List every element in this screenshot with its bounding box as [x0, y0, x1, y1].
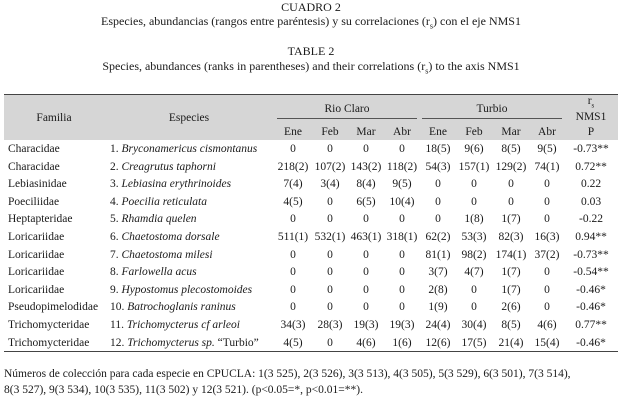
- turbio-value: 1(8): [464, 213, 484, 226]
- header-month-rc-feb: Feb: [321, 125, 339, 138]
- turbio-value: 24(4): [425, 319, 451, 332]
- turbio-value: 9(6): [464, 143, 484, 156]
- turbio-value: 0: [435, 195, 441, 208]
- species-cell: [104, 158, 274, 176]
- species-number: 4.: [110, 195, 119, 208]
- rio-claro-value: 511(1): [277, 231, 309, 244]
- header-familia: Familia: [4, 95, 104, 141]
- species-cell: [104, 193, 274, 211]
- familia-cell: Heptapteridae: [8, 213, 73, 226]
- rio-claro-value: 0: [399, 283, 405, 296]
- turbio-value: 18(5): [425, 143, 451, 156]
- header-month-tu-mar: Mar: [501, 125, 521, 138]
- header-rio-claro-label: Rio Claro: [277, 100, 417, 119]
- turbio-value: 62(2): [425, 231, 451, 244]
- rio-claro-value: 4(6): [348, 334, 384, 352]
- caption-en-title-a: Species, abundances (ranks in parentheses) and their correlations (r: [102, 59, 426, 73]
- table-row: [4, 158, 618, 176]
- p-value: 0.72**: [575, 160, 607, 173]
- table-row: [4, 193, 618, 211]
- turbio-value: 0: [544, 283, 550, 296]
- header-month-rc-mar: Mar: [356, 125, 376, 138]
- familia-cell: Loricariidae: [8, 283, 65, 296]
- rio-claro-value: 19(3): [389, 319, 415, 332]
- table-row: [4, 281, 618, 299]
- turbio-value: 2(6): [501, 301, 521, 314]
- rio-claro-value: 0: [363, 283, 369, 296]
- species-name: Farlowella acus: [121, 266, 197, 279]
- species-number: 6.: [110, 231, 119, 244]
- rio-claro-value: 107(2): [314, 160, 346, 173]
- rio-claro-value: 19(3): [353, 319, 379, 332]
- header-month-rc-ene: Ene: [284, 125, 302, 138]
- header-rs-nms1: [564, 95, 618, 124]
- turbio-value: 174(1): [495, 248, 527, 261]
- table-row: [4, 334, 618, 352]
- species-cell: [104, 334, 274, 352]
- turbio-value: 1(7): [501, 266, 521, 279]
- rio-claro-value: 8(4): [356, 178, 376, 191]
- caption-es-sub: s: [429, 21, 433, 31]
- familia-cell: Loricariidae: [8, 231, 65, 244]
- rio-claro-value: 4(5): [274, 334, 312, 352]
- rio-claro-value: 318(1): [386, 231, 418, 244]
- rio-claro-value: 0: [399, 266, 405, 279]
- header-month-rc-abr: Abr: [393, 125, 411, 138]
- turbio-value: 0: [471, 283, 477, 296]
- p-value: 0.77**: [575, 319, 607, 332]
- familia-cell: Lebiasinidae: [8, 178, 67, 191]
- header-rs-sub: s: [591, 101, 595, 110]
- turbio-value: 2(8): [428, 283, 448, 296]
- header-month-tu-abr: Abr: [538, 125, 556, 138]
- species-number: 8.: [110, 266, 119, 279]
- species-number: 2.: [110, 160, 119, 173]
- p-value: -0.46*: [576, 283, 606, 296]
- table-row: [4, 246, 618, 264]
- p-value: -0.73**: [573, 248, 609, 261]
- species-number: 1.: [110, 143, 119, 156]
- rio-claro-value: 0: [327, 195, 333, 208]
- table-row: [4, 140, 618, 158]
- turbio-value: 1(7): [501, 283, 521, 296]
- rio-claro-value: 34(3): [280, 319, 306, 332]
- turbio-value: 74(1): [534, 160, 560, 173]
- species-name: Hypostomus plecostomoides: [121, 283, 253, 296]
- familia-cell: Pseudopimelodidae: [8, 301, 99, 314]
- turbio-value: 16(3): [534, 231, 560, 244]
- rio-claro-value: 0: [327, 248, 333, 261]
- turbio-value: 0: [544, 213, 550, 226]
- turbio-value: 8(5): [501, 143, 521, 156]
- turbio-value: 21(4): [492, 334, 530, 352]
- header-especies: Especies: [104, 95, 274, 141]
- turbio-value: 0: [508, 178, 514, 191]
- caption-es-title-a: Especies, abundancias (rangos entre paréntesis) y su correlaciones (r: [101, 14, 430, 28]
- rio-claro-value: 0: [399, 143, 405, 156]
- turbio-value: 30(4): [461, 319, 487, 332]
- table-row: [4, 228, 618, 246]
- p-value: -0.22: [579, 213, 603, 226]
- species-name: Trichomycterus sp.: [127, 336, 215, 349]
- species-number: 12.: [110, 336, 125, 349]
- footnote-line-2: 8(3 527), 9(3 534), 10(3 535), 11(3 502) y 12(3 521). (p<0.05=*, p<0.01=**).: [4, 384, 363, 396]
- caption-en-label: TABLE 2: [287, 44, 335, 58]
- turbio-value: 1(7): [501, 213, 521, 226]
- turbio-value: 17(5): [456, 334, 492, 352]
- turbio-value: 0: [435, 178, 441, 191]
- familia-cell: Loricariidae: [8, 266, 65, 279]
- rio-claro-value: 0: [290, 248, 296, 261]
- header-rio-claro: [274, 95, 420, 124]
- turbio-value: 0: [435, 213, 441, 226]
- turbio-value: 53(3): [461, 231, 487, 244]
- rio-claro-value: 1(6): [384, 334, 420, 352]
- rio-claro-value: 143(2): [350, 160, 382, 173]
- header-p: P: [587, 125, 595, 138]
- table-row: [4, 211, 618, 229]
- turbio-value: 0: [544, 301, 550, 314]
- header-turbio-label: Turbio: [422, 100, 562, 119]
- rio-claro-value: 0: [327, 301, 333, 314]
- familia-cell: Loricariidae: [8, 248, 65, 261]
- turbio-value: 81(1): [425, 248, 451, 261]
- species-number: 10.: [110, 301, 125, 314]
- table-row: [4, 299, 618, 317]
- familia-cell: Trichomycteridae: [8, 319, 90, 332]
- turbio-value: 4(7): [464, 266, 484, 279]
- turbio-value: 0: [471, 301, 477, 314]
- familia-cell: Characidae: [8, 160, 60, 173]
- header-rs: r: [587, 95, 592, 107]
- species-cell: [104, 175, 274, 193]
- header-nms1: NMS1: [575, 111, 607, 124]
- turbio-value: 0: [508, 195, 514, 208]
- familia-cell: Characidae: [8, 143, 60, 156]
- rio-claro-value: 532(1): [314, 231, 346, 244]
- caption-es-title-b: ) con el eje NMS1: [433, 14, 521, 28]
- species-table-body: [4, 140, 618, 352]
- rio-claro-value: 6(5): [356, 195, 376, 208]
- turbio-value: 12(6): [420, 334, 456, 352]
- turbio-value: 0: [544, 266, 550, 279]
- caption-es-title: [0, 14, 622, 33]
- turbio-value: 0: [544, 195, 550, 208]
- turbio-value: 82(3): [498, 231, 524, 244]
- turbio-value: 54(3): [425, 160, 451, 173]
- species-name: Creagrutus taphorni: [121, 160, 216, 173]
- turbio-value: 3(7): [428, 266, 448, 279]
- species-cell: [104, 246, 274, 264]
- footnote: [4, 366, 618, 398]
- species-name: Chaetostoma dorsale: [121, 231, 220, 244]
- p-value: -0.46*: [564, 334, 618, 352]
- rio-claro-value: 0: [363, 301, 369, 314]
- species-name: Lebiasina erythrinoides: [121, 178, 232, 191]
- rio-claro-value: 0: [290, 266, 296, 279]
- species-name: Batrochoglanis raninus: [127, 301, 236, 314]
- turbio-value: 98(2): [461, 248, 487, 261]
- rio-claro-value: 0: [290, 213, 296, 226]
- rio-claro-value: 7(4): [283, 178, 303, 191]
- species-cell: [104, 228, 274, 246]
- rio-claro-value: 0: [327, 143, 333, 156]
- rio-claro-value: 10(4): [389, 195, 415, 208]
- species-table: [4, 94, 618, 352]
- rio-claro-value: 0: [327, 283, 333, 296]
- rio-claro-value: 0: [363, 213, 369, 226]
- rio-claro-value: 0: [399, 301, 405, 314]
- caption-es-label: CUADRO 2: [281, 0, 341, 14]
- header-turbio: [420, 95, 564, 124]
- rio-claro-value: 118(2): [386, 160, 418, 173]
- caption-en-title: [0, 59, 622, 78]
- turbio-value: 129(2): [495, 160, 527, 173]
- turbio-value: 0: [471, 178, 477, 191]
- turbio-value: 9(5): [537, 143, 557, 156]
- rio-claro-value: 9(5): [392, 178, 412, 191]
- species-name: Bryconamericus cismontanus: [121, 143, 258, 156]
- rio-claro-value: 3(4): [320, 178, 340, 191]
- rio-claro-value: 0: [290, 283, 296, 296]
- species-name: Chaetostoma milesi: [121, 248, 213, 261]
- rio-claro-value: 0: [363, 248, 369, 261]
- turbio-value: 15(4): [530, 334, 564, 352]
- turbio-value: 0: [544, 178, 550, 191]
- species-number: 5.: [110, 213, 119, 226]
- rio-claro-value: 0: [399, 248, 405, 261]
- rio-claro-value: 0: [363, 143, 369, 156]
- header-month-tu-ene: Ene: [429, 125, 447, 138]
- caption-en-title-b: ) to the axis NMS1: [428, 59, 520, 73]
- turbio-value: 4(6): [537, 319, 557, 332]
- rio-claro-value: 0: [312, 334, 348, 352]
- species-number: 3.: [110, 178, 119, 191]
- p-value: -0.46*: [576, 301, 606, 314]
- p-value: -0.73**: [573, 143, 609, 156]
- species-name: Rhamdia quelen: [121, 213, 197, 226]
- species-cell: [104, 281, 274, 299]
- turbio-value: 0: [471, 195, 477, 208]
- p-value: 0.94**: [575, 231, 607, 244]
- footnote-line-1: Números de colección para cada especie en CPUCLA: 1(3 525), 2(3 526), 3(3 513), 4(3 505), 5(3 529), 6(3 501), 7(3 514),: [4, 368, 571, 380]
- species-cell: [104, 140, 274, 158]
- header-month-tu-feb: Feb: [465, 125, 483, 138]
- table-row: [4, 175, 618, 193]
- species-name: Trichomycterus cf arleoi: [126, 319, 240, 332]
- rio-claro-value: 0: [290, 301, 296, 314]
- species-number: 9.: [110, 283, 119, 296]
- rio-claro-value: 0: [399, 213, 405, 226]
- turbio-value: 1(9): [428, 301, 448, 314]
- table-row: [4, 316, 618, 334]
- species-number: 11.: [110, 319, 124, 332]
- rio-claro-value: 0: [290, 143, 296, 156]
- rio-claro-value: 0: [327, 266, 333, 279]
- turbio-value: 157(1): [458, 160, 490, 173]
- rio-claro-value: 28(3): [317, 319, 343, 332]
- species-name: Poecilia reticulata: [121, 195, 207, 208]
- species-suffix: “Turbio”: [214, 336, 259, 349]
- species-cell: [104, 316, 274, 334]
- p-value: 0.03: [580, 195, 602, 208]
- rio-claro-value: 218(2): [277, 160, 309, 173]
- rio-claro-value: 0: [327, 213, 333, 226]
- rio-claro-value: 0: [363, 266, 369, 279]
- p-value: -0.54**: [573, 266, 609, 279]
- rio-claro-value: 4(5): [283, 195, 303, 208]
- familia-cell: Trichomycteridae: [4, 334, 104, 352]
- table-row: [4, 263, 618, 281]
- p-value: 0.22: [580, 178, 602, 191]
- turbio-value: 8(5): [501, 319, 521, 332]
- caption-en-sub: s: [425, 66, 429, 76]
- turbio-value: 37(2): [534, 248, 560, 261]
- species-number: 7.: [110, 248, 119, 261]
- species-cell: [104, 211, 274, 229]
- species-cell: [104, 263, 274, 281]
- familia-cell: Poeciliidae: [8, 195, 60, 208]
- species-cell: [104, 299, 274, 317]
- rio-claro-value: 463(1): [350, 231, 382, 244]
